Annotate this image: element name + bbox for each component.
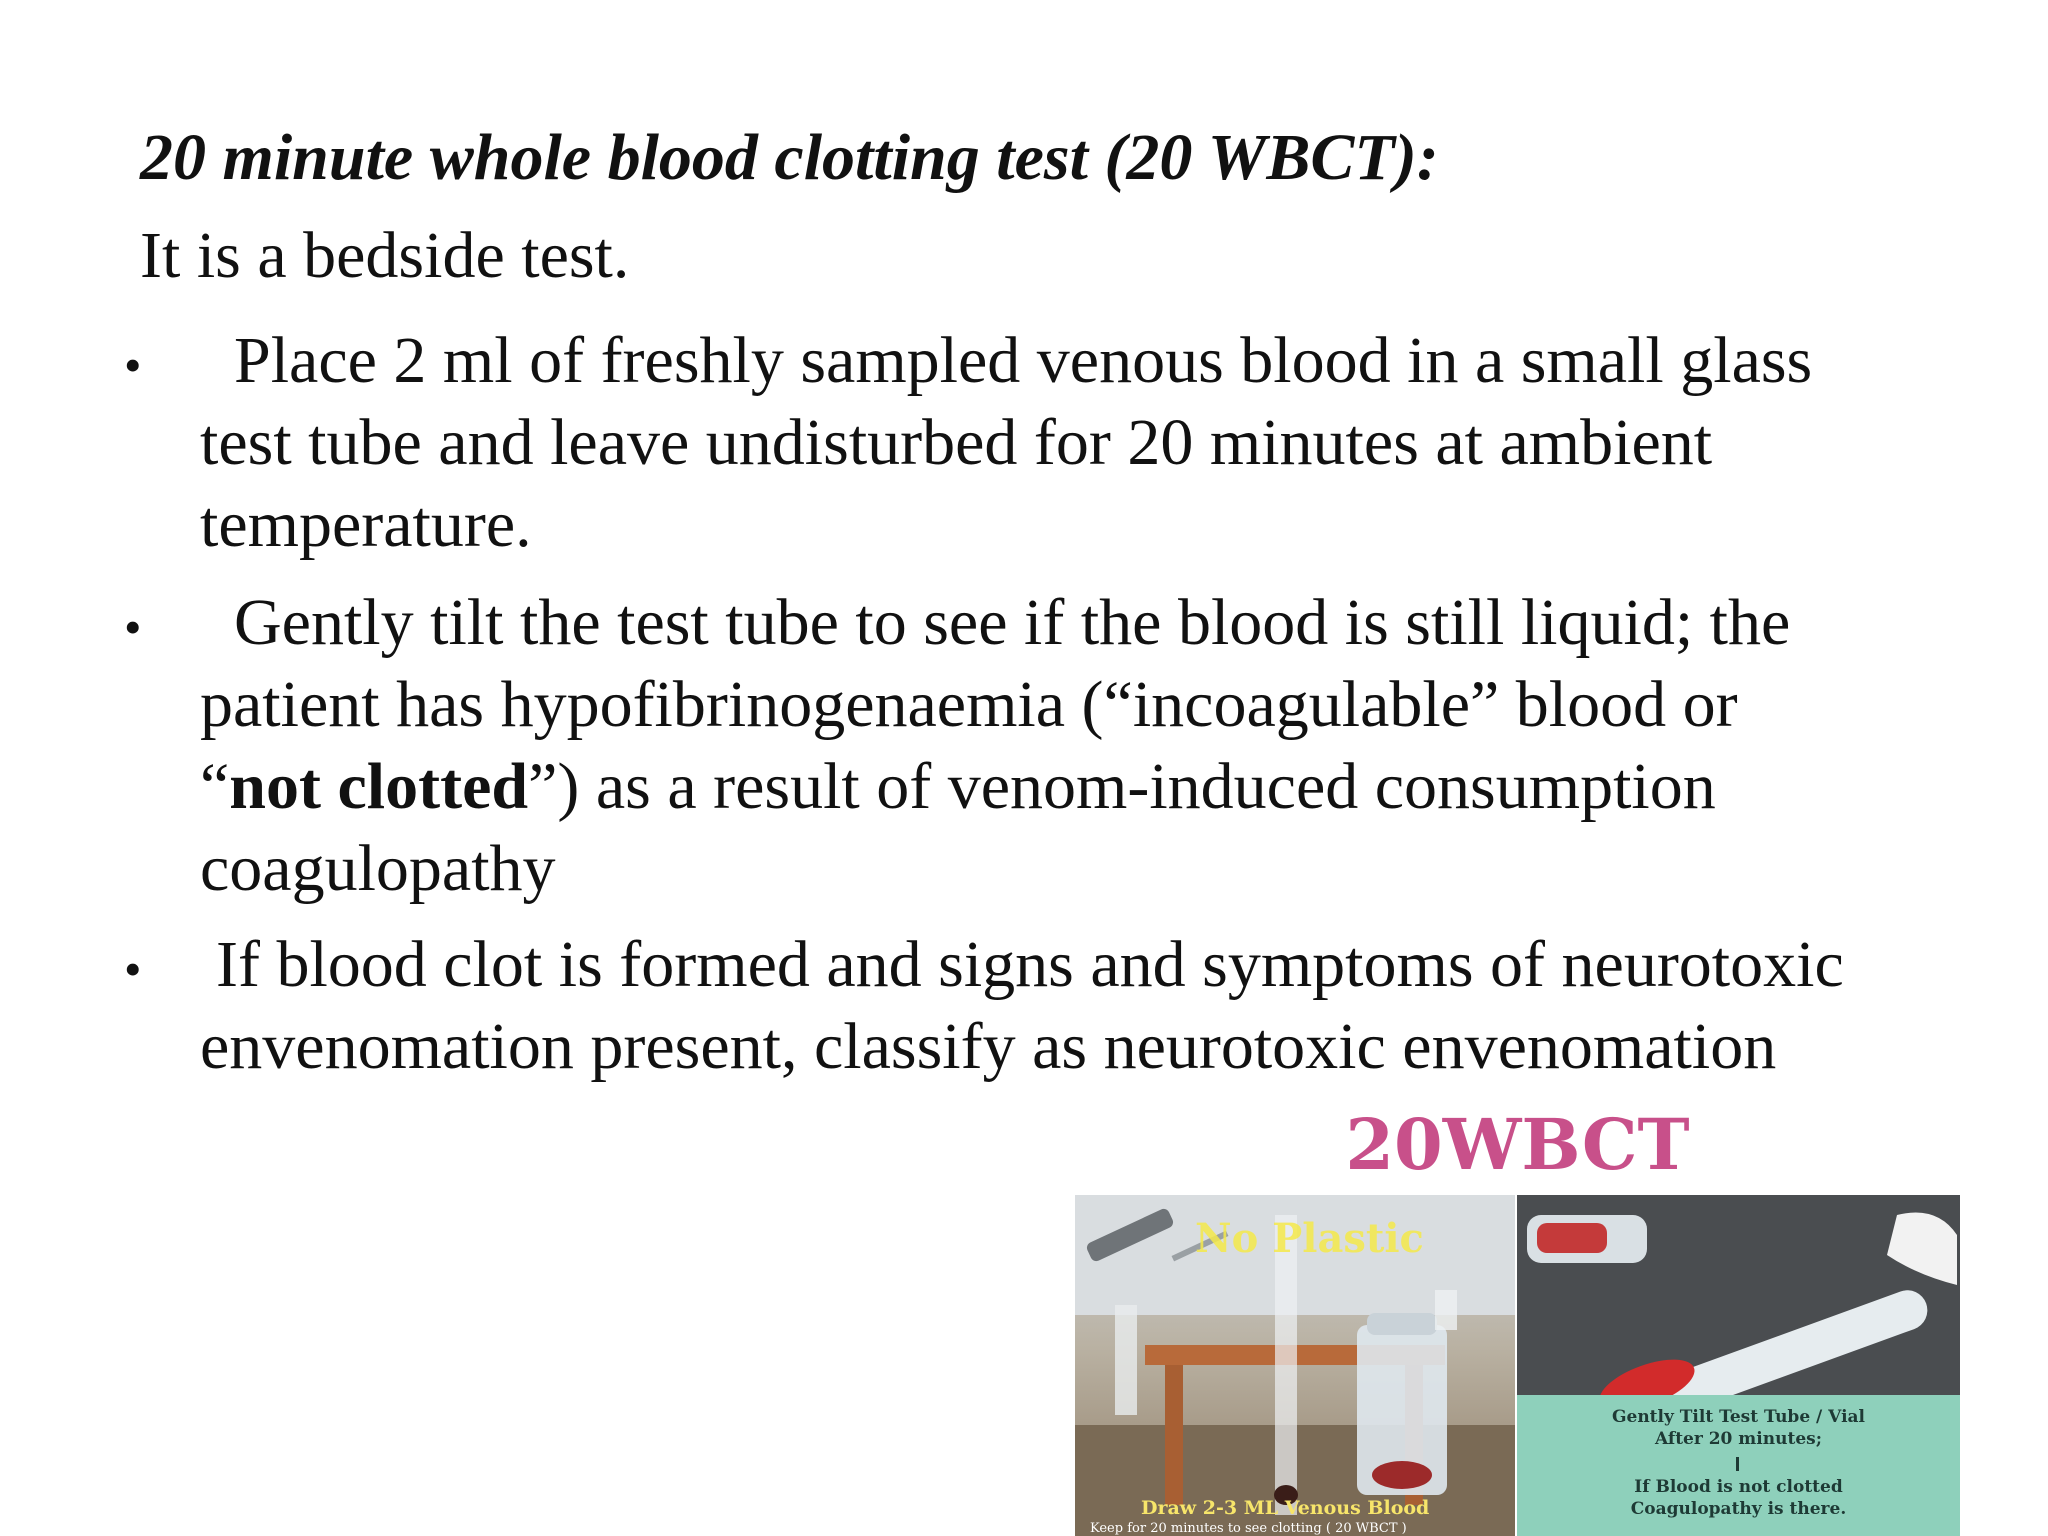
bullet-3-line-1: If blood clot is formed and signs and symptoms of neurotoxic — [216, 928, 1844, 1001]
keep-caption: Keep for 20 minutes to see clotting ( 20 WBCT ) — [1090, 1521, 1407, 1536]
bullet-2-line-2: patient has hypofibrinogenaemia (“incoagulable” blood or — [200, 668, 1738, 741]
no-plastic-caption: No Plastic — [1195, 1215, 1424, 1262]
photo-panel-tubes — [1075, 1195, 1515, 1536]
tilt-caption-line-2: After 20 minutes; — [1654, 1429, 1822, 1449]
bullet-2-line-1: Gently tilt the test tube to see if the blood is still liquid; the — [234, 586, 1791, 659]
draw-blood-caption: Draw 2-3 ML Venous Blood — [1141, 1497, 1430, 1519]
open-quote: “ — [200, 750, 230, 823]
result-caption-line-1: If Blood is not clotted — [1634, 1477, 1843, 1497]
bullet-glyph: • — [124, 941, 142, 997]
bullet-2-line-4: coagulopathy — [200, 832, 556, 905]
line-3-rest: ”) as a result of venom-induced consumption — [528, 750, 1716, 823]
slide-title: 20 minute whole blood clotting test (20 WBCT): — [140, 121, 1439, 194]
bullet-3-line-2: envenomation present, classify as neurotoxic envenomation — [200, 1010, 1777, 1083]
not-clotted-emphasis: not clotted — [229, 750, 529, 823]
bullet-2-line-3 — [200, 746, 1716, 828]
bullet-1-line-3: temperature. — [200, 488, 532, 561]
caption-separator — [1736, 1457, 1739, 1471]
infographic-title: 20WBCT — [1345, 1103, 1690, 1186]
tilted-tube-illustration — [1517, 1195, 1960, 1395]
photo-panel-tilt — [1517, 1195, 1960, 1536]
tilt-caption-line-1: Gently Tilt Test Tube / Vial — [1611, 1407, 1866, 1427]
result-caption-line-2: Coagulopathy is there. — [1630, 1499, 1847, 1519]
bullet-1-line-2: test tube and leave undisturbed for 20 minutes at ambient — [200, 406, 1713, 479]
wbct-infographic — [1075, 1105, 1960, 1536]
bullet-1-line-1: Place 2 ml of freshly sampled venous blood in a small glass — [234, 324, 1813, 397]
bullet-glyph: • — [124, 337, 142, 393]
intro-text: It is a bedside test. — [140, 219, 630, 292]
bullet-glyph: • — [124, 599, 142, 655]
